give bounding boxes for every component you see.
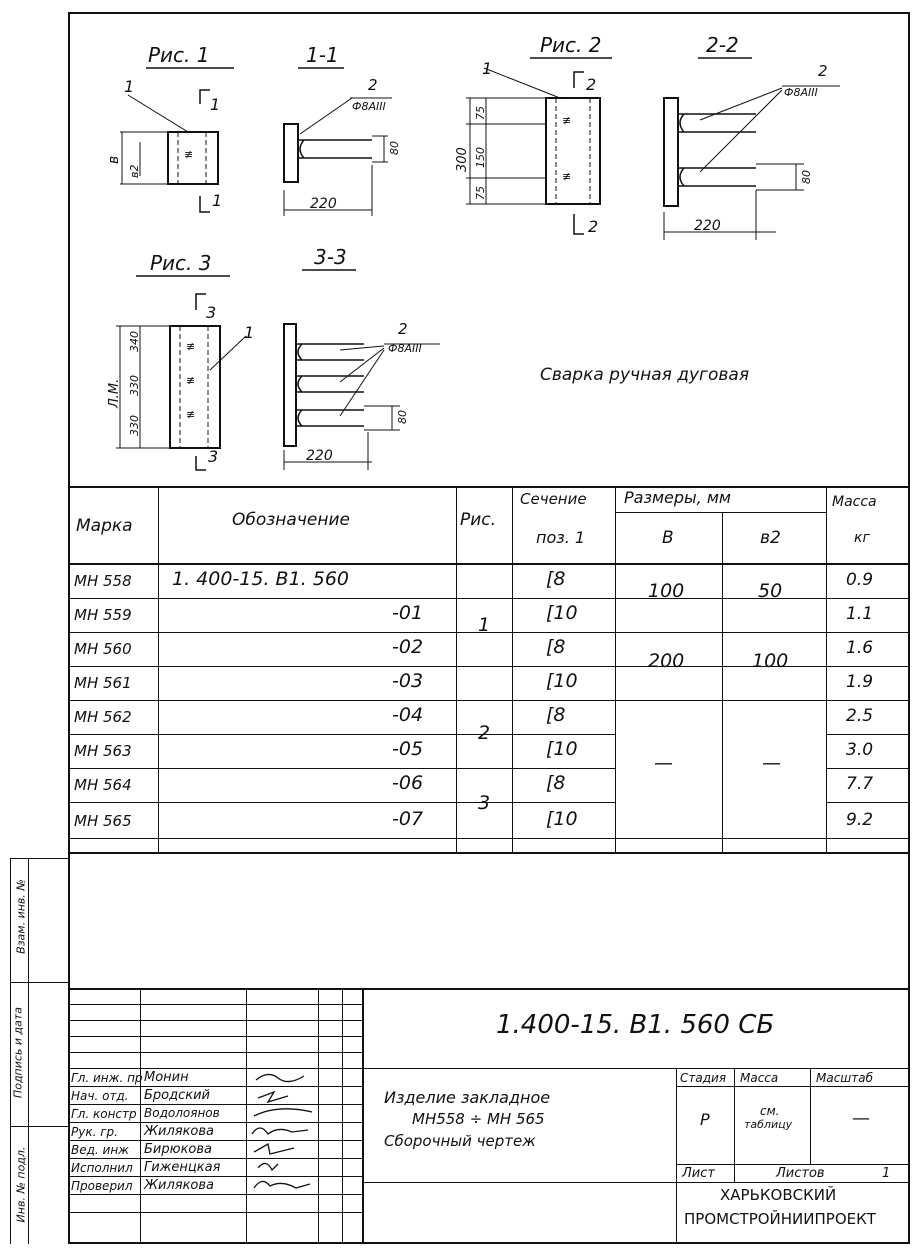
fig1-cut-top: 1 bbox=[210, 95, 221, 114]
person-name-4: Жилякова bbox=[144, 1124, 215, 1139]
svg-text:≢: ≢ bbox=[186, 340, 196, 353]
fig3-cut-top: 3 bbox=[206, 303, 217, 322]
sec22-dim-220: 220 bbox=[694, 218, 721, 234]
list-label: Лист bbox=[682, 1166, 715, 1181]
header-oboznachenie: Обозначение bbox=[232, 510, 350, 530]
row1-sech: [8 bbox=[546, 568, 566, 590]
row6-oboz: -05 bbox=[392, 738, 424, 760]
person-name-2: Бродский bbox=[144, 1088, 211, 1103]
person-name-7: Жилякова bbox=[144, 1178, 215, 1193]
header-razmery: Размеры, мм bbox=[624, 488, 731, 507]
row1-marka: МН 558 bbox=[74, 572, 132, 590]
person-name-6: Гиженцкая bbox=[144, 1160, 221, 1175]
fig2-plate bbox=[546, 98, 600, 204]
sec11-dim-80: 80 bbox=[388, 141, 401, 155]
row4-oboz: -03 bbox=[392, 670, 424, 692]
massa-label: Масса bbox=[740, 1071, 779, 1085]
fig1-dim-b2: в2 bbox=[128, 164, 141, 178]
row2-oboz: -01 bbox=[392, 602, 424, 624]
header-poz: поз. 1 bbox=[536, 528, 586, 547]
massa-value-1: см. bbox=[760, 1104, 780, 1118]
drawing-area bbox=[0, 0, 916, 490]
row5-sech: [8 bbox=[546, 704, 566, 726]
side-strip-sep1 bbox=[10, 982, 70, 983]
header-b: В bbox=[662, 528, 674, 548]
fig3-dim-330a: 330 bbox=[128, 415, 141, 436]
welding-note: Сварка ручная дуговая bbox=[540, 365, 750, 385]
doc-title-line3: Сборочный чертеж bbox=[384, 1132, 536, 1150]
fig3-cut-bottom: 3 bbox=[208, 447, 219, 466]
row2-sech: [10 bbox=[546, 602, 578, 624]
fig3-pos1: 1 bbox=[244, 323, 255, 342]
org-line2: ПРОМСТРОЙНИИПРОЕКТ bbox=[684, 1210, 876, 1228]
row6-sech: [10 bbox=[546, 738, 578, 760]
row3-sech: [8 bbox=[546, 636, 566, 658]
doc-code: 1.400-15. В1. 560 СБ bbox=[496, 1010, 775, 1040]
size-b2-group-1: 50 bbox=[758, 580, 783, 602]
side-field-inv: Инв. № подл. bbox=[14, 1146, 28, 1223]
row8-marka: МН 565 bbox=[74, 812, 132, 830]
person-name-1: Монин bbox=[144, 1070, 189, 1085]
size-b2-group-2: 100 bbox=[752, 650, 789, 672]
row7-massa: 7.7 bbox=[846, 774, 874, 794]
massa-value-2: таблицу bbox=[744, 1118, 793, 1131]
sec11-rebar: Ф8АIII bbox=[352, 100, 386, 113]
header-marka: Марка bbox=[76, 516, 133, 536]
fig2-cut-top: 2 bbox=[586, 75, 597, 94]
row7-sech: [8 bbox=[546, 772, 566, 794]
fig2-pos1: 1 bbox=[482, 59, 493, 78]
row2-massa: 1.1 bbox=[846, 604, 874, 624]
person-role-5: Вед. инж bbox=[71, 1143, 129, 1157]
person-role-4: Рук. гр. bbox=[71, 1125, 118, 1139]
person-role-1: Гл. инж. пр bbox=[71, 1071, 143, 1085]
fig2-dim-150: 150 bbox=[474, 147, 487, 168]
row4-sech: [10 bbox=[546, 670, 578, 692]
size-b-group-2: 200 bbox=[648, 650, 685, 672]
header-sechenie: Сечение bbox=[520, 490, 587, 508]
svg-text:≢: ≢ bbox=[562, 170, 572, 183]
svg-text:≢: ≢ bbox=[562, 114, 572, 127]
row8-oboz: -07 bbox=[392, 808, 424, 830]
sec11-dim-220: 220 bbox=[310, 196, 337, 212]
row3-massa: 1.6 bbox=[846, 638, 874, 658]
person-role-7: Проверил bbox=[71, 1179, 133, 1193]
frame-bottom bbox=[68, 1242, 910, 1244]
size-b2-group-3: — bbox=[762, 752, 781, 774]
sec22-plate bbox=[664, 98, 678, 206]
row8-sech: [10 bbox=[546, 808, 578, 830]
header-ris: Рис. bbox=[460, 510, 497, 530]
listov-label: Листов bbox=[776, 1166, 825, 1181]
masshtab-value: — bbox=[852, 1108, 870, 1129]
sec22-rebar: Ф8АIII bbox=[784, 86, 818, 99]
sec22-title: 2-2 bbox=[706, 33, 739, 57]
person-role-3: Гл. констр bbox=[71, 1107, 137, 1121]
row3-marka: МН 560 bbox=[74, 640, 132, 658]
doc-title-line2: МН558 ÷ МН 565 bbox=[412, 1110, 545, 1128]
row2-marka: МН 559 bbox=[74, 606, 132, 624]
sec33-pos2: 2 bbox=[398, 320, 408, 338]
side-field-sign: Подпись и дата bbox=[11, 1006, 25, 1099]
masshtab-label: Масштаб bbox=[816, 1071, 874, 1085]
svg-text:≢: ≢ bbox=[186, 374, 196, 387]
fig3-dim-330b: 330 bbox=[128, 375, 141, 396]
fig2-dim-300: 300 bbox=[455, 147, 470, 172]
sec22-pos2: 2 bbox=[818, 62, 828, 80]
fig1-dim-b: в bbox=[106, 155, 122, 164]
sec33-dim-220: 220 bbox=[306, 448, 333, 464]
person-role-6: Исполнил bbox=[71, 1161, 133, 1175]
row6-massa: 3.0 bbox=[846, 740, 874, 760]
sec11-title: 1-1 bbox=[306, 43, 339, 67]
svg-text:≢: ≢ bbox=[184, 148, 194, 161]
stadia-value: Р bbox=[700, 1110, 710, 1129]
row7-marka: МН 564 bbox=[74, 776, 132, 794]
stadia-label: Стадия bbox=[680, 1071, 727, 1085]
side-field-replace: Взам. инв. № bbox=[14, 879, 28, 954]
sec33-plate bbox=[284, 324, 296, 446]
sec11-pos2: 2 bbox=[368, 76, 378, 94]
doc-title-line1: Изделие закладное bbox=[384, 1088, 551, 1107]
fig3-title: Рис. 3 bbox=[150, 251, 212, 275]
svg-text:≢: ≢ bbox=[186, 408, 196, 421]
sec33-rebar: Ф8АIII bbox=[388, 342, 422, 355]
fig2-title: Рис. 2 bbox=[540, 33, 602, 57]
row7-oboz: -06 bbox=[392, 772, 424, 794]
ris-group-3: 3 bbox=[478, 792, 491, 814]
header-kg: кг bbox=[854, 530, 870, 546]
ris-group-2: 2 bbox=[478, 722, 491, 744]
fig3-dim-340: 340 bbox=[128, 331, 141, 352]
sec11-plate bbox=[284, 124, 298, 182]
fig2-dim-75a: 75 bbox=[474, 106, 487, 120]
size-b-group-1: 100 bbox=[648, 580, 685, 602]
fig2-dim-75b: 75 bbox=[474, 186, 487, 200]
org-line1: ХАРЬКОВСКИЙ bbox=[720, 1186, 837, 1204]
side-strip-top bbox=[10, 858, 70, 859]
sec33-dim-80: 80 bbox=[396, 410, 409, 424]
side-strip-col bbox=[28, 858, 29, 1244]
row5-marka: МН 562 bbox=[74, 708, 132, 726]
fig1-title: Рис. 1 bbox=[148, 43, 210, 67]
fig3-dim-lm: Л.М. bbox=[107, 378, 122, 408]
row4-massa: 1.9 bbox=[846, 672, 874, 692]
fig2-cut-bottom: 2 bbox=[588, 217, 599, 236]
row1-oboz: 1. 400-15. В1. 560 bbox=[172, 568, 350, 590]
row1-massa: 0.9 bbox=[846, 570, 874, 590]
row4-marka: МН 561 bbox=[74, 674, 132, 692]
row6-marka: МН 563 bbox=[74, 742, 132, 760]
fig1-pos1: 1 bbox=[124, 77, 135, 96]
row8-massa: 9.2 bbox=[846, 810, 874, 830]
ris-group-1: 1 bbox=[478, 614, 491, 636]
row5-massa: 2.5 bbox=[846, 706, 874, 726]
side-strip-sep2 bbox=[10, 1126, 70, 1127]
header-b2: в2 bbox=[760, 528, 781, 548]
fig1-cut-bottom: 1 bbox=[212, 191, 223, 210]
size-b-group-3: — bbox=[654, 752, 673, 774]
sec22-dim-80: 80 bbox=[800, 170, 813, 184]
signatures bbox=[248, 1068, 318, 1198]
listov-value: 1 bbox=[882, 1166, 891, 1181]
row5-oboz: -04 bbox=[392, 704, 424, 726]
person-name-3: Водолоянов bbox=[144, 1106, 220, 1120]
sec33-title: 3-3 bbox=[314, 245, 347, 269]
person-name-5: Бирюкова bbox=[144, 1142, 212, 1157]
row3-oboz: -02 bbox=[392, 636, 424, 658]
person-role-2: Нач. отд. bbox=[71, 1089, 129, 1103]
header-massa: Масса bbox=[832, 494, 877, 510]
